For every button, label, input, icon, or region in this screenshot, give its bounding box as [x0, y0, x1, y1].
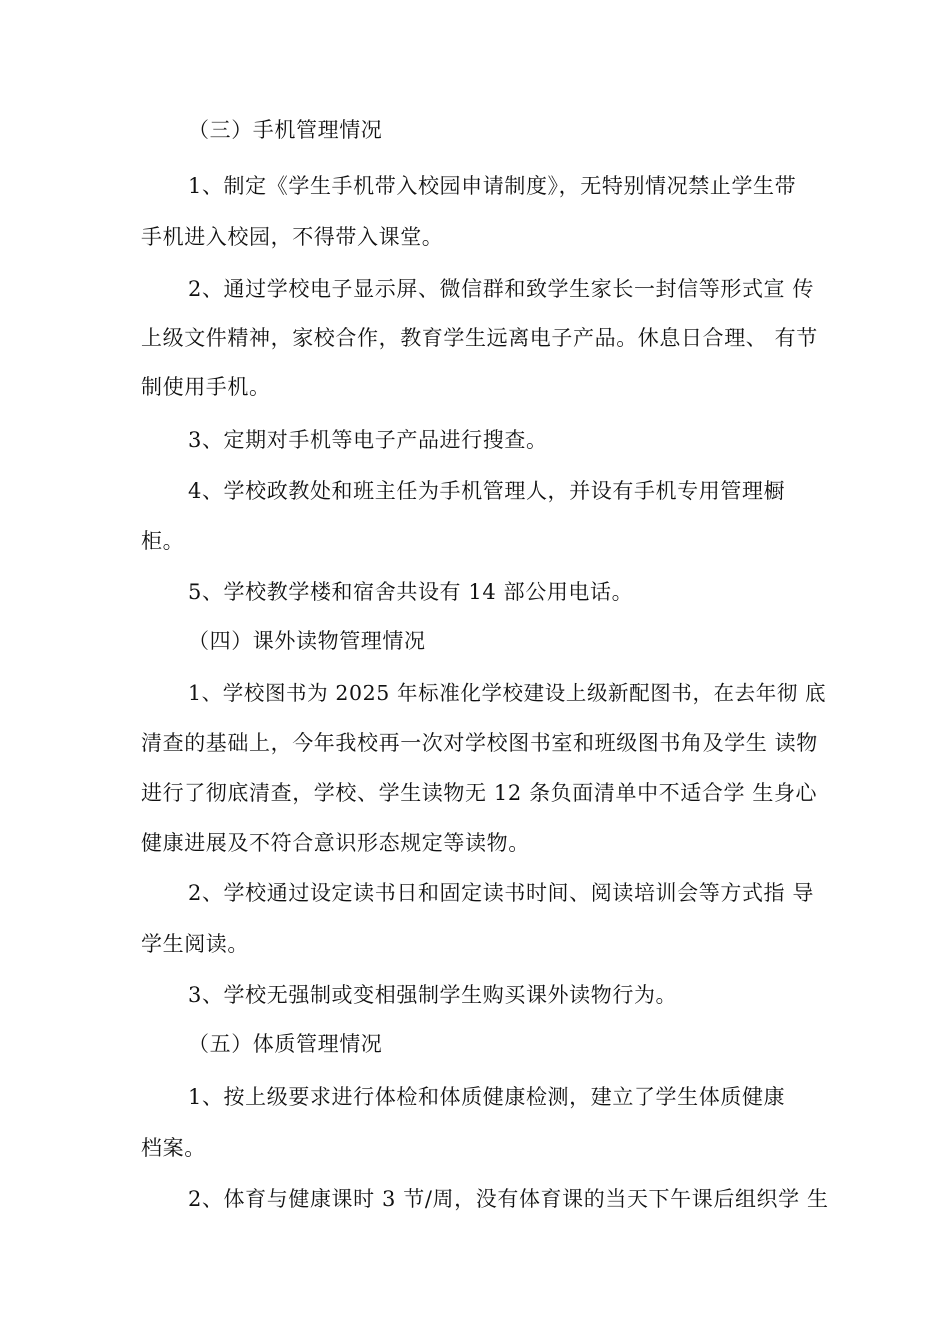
paragraph-line: 1、学校图书为 2025 年标准化学校建设上级新配图书，在去年彻 底	[188, 681, 827, 705]
paragraph-line: 档案。	[141, 1136, 206, 1160]
section-heading-reading: （四）课外读物管理情况	[188, 629, 426, 653]
section-heading-phone: （三）手机管理情况	[188, 118, 383, 142]
paragraph-line: 健康进展及不符合意识形态规定等读物。	[141, 831, 530, 855]
paragraph-line: 手机进入校园，不得带入课堂。	[141, 225, 444, 249]
section-heading-physique: （五）体质管理情况	[188, 1032, 383, 1056]
paragraph-line: 2、通过学校电子显示屏、微信群和致学生家长一封信等形式宣 传	[188, 277, 815, 301]
paragraph-line: 1、制定《学生手机带入校园申请制度》，无特别情况禁止学生带	[188, 174, 797, 198]
paragraph-line: 上级文件精神，家校合作，教育学生远离电子产品。休息日合理、 有节	[141, 326, 818, 350]
paragraph-line: 5、学校教学楼和宿舍共设有 14 部公用电话。	[188, 580, 634, 604]
paragraph-line: 1、按上级要求进行体检和体质健康检测，建立了学生体质健康	[188, 1085, 786, 1109]
paragraph-line: 2、学校通过设定读书日和固定读书时间、阅读培训会等方式指 导	[188, 881, 815, 905]
paragraph-line: 3、定期对手机等电子产品进行搜查。	[188, 428, 548, 452]
paragraph-line: 进行了彻底清查，学校、学生读物无 12 条负面清单中不适合学 生身心	[141, 781, 818, 805]
paragraph-line: 柜。	[141, 529, 185, 553]
paragraph-line: 制使用手机。	[141, 375, 271, 399]
paragraph-line: 学生阅读。	[141, 932, 249, 956]
paragraph-line: 4、学校政教处和班主任为手机管理人，并设有手机专用管理橱	[188, 479, 786, 503]
paragraph-line: 3、学校无强制或变相强制学生购买课外读物行为。	[188, 983, 678, 1007]
paragraph-line: 2、体育与健康课时 3 节/周，没有体育课的当天下午课后组织学 生	[188, 1187, 829, 1211]
paragraph-line: 清查的基础上，今年我校再一次对学校图书室和班级图书角及学生 读物	[141, 731, 818, 755]
